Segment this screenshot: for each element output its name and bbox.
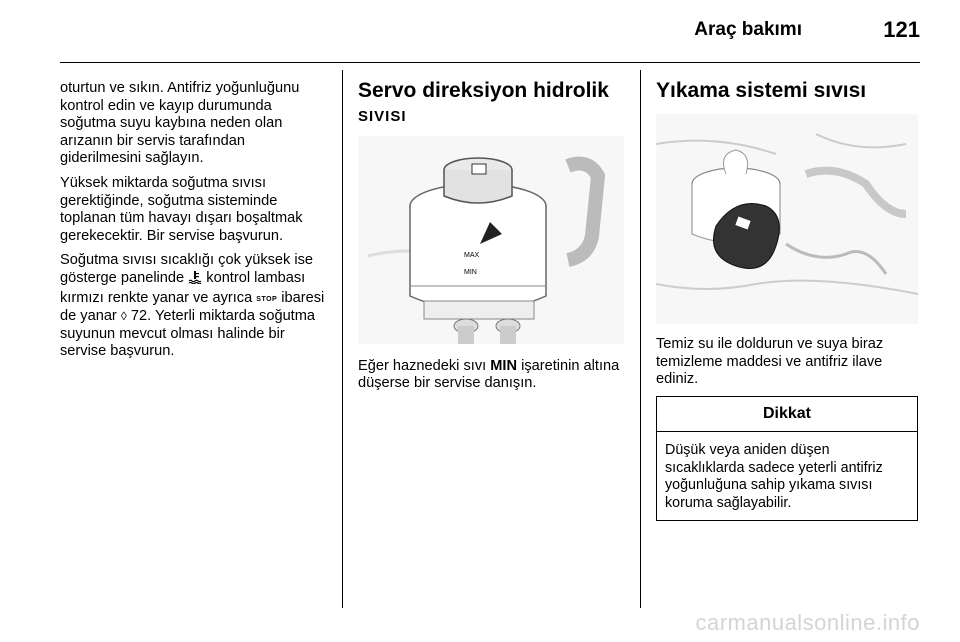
section-title: Araç bakımı — [694, 19, 802, 40]
paragraph-washer-fill: Temiz su ile doldurun ve suya biraz temizleme maddesi ve antifriz ilave ediniz. — [656, 336, 884, 388]
watermark: carmanualsonline.info — [695, 610, 920, 635]
paragraph-antifreeze: oturtun ve sıkın. Antifriz yoğunluğunu kontrol edin ve kayıp durumunda soğutma suyu kaybına neden olan arızanın bir servis tarafından giderilmesini sağlayın. — [60, 80, 300, 167]
stop-indicator: STOP — [256, 295, 278, 303]
illus-max-label: MAX — [464, 251, 480, 259]
column-divider-2 — [640, 70, 641, 608]
column-3 — [656, 80, 920, 396]
page-reference-link[interactable]: 72 — [130, 308, 148, 325]
heading-power-steering: Servo direksiyon hidrolik — [358, 79, 609, 102]
washer-reservoir-illustration — [656, 114, 918, 324]
illus-min-label: MIN — [464, 268, 477, 276]
column-1 — [60, 80, 330, 368]
text-segment: Soğutma sıvısı sıcaklığı çok yüksek ise gösterge panelinde — [60, 252, 314, 286]
notice-title: Dikkat — [657, 397, 917, 432]
paragraph-air-bleed: Yüksek miktarda soğutma sıvısı gerektiğinde, soğutma sisteminde toplanan tüm havayı dışarı boşaltmak gerekecektir. Bir servise başvurun. — [60, 174, 303, 244]
text-segment: Eğer haznedeki sıvı — [358, 357, 487, 374]
paragraph-coolant-temp — [60, 252, 330, 361]
text-segment: . Yeterli miktarda soğutma suyunun mevcut olması halinde bir servise başvurun. — [60, 308, 316, 360]
text-segment: işaretinin altına düşerse bir servise danışın. — [358, 357, 620, 392]
paragraph-min-level — [358, 358, 626, 393]
page-header — [60, 0, 920, 63]
column-2 — [358, 80, 626, 400]
coolant-temperature-icon — [188, 270, 202, 290]
min-label: MIN — [490, 357, 518, 374]
notice-body: Düşük veya aniden düşen sıcaklıklarda sadece yeterli antifriz yoğunluğuna sahip yıkama sıvısı koruma sağlayabilir. — [665, 442, 883, 511]
column-divider-1 — [342, 70, 343, 608]
notice-box — [656, 396, 918, 521]
heading-washer-fluid: Yıkama sistemi sıvısı — [656, 79, 867, 102]
power-steering-reservoir-illustration — [358, 136, 624, 344]
text-segment: kontrol lambası kırmızı renkte yanar ve ayrıca — [60, 269, 306, 306]
text-segment: ibaresi de yanar — [60, 289, 325, 325]
subheading-power-steering: SIVISI — [358, 108, 407, 125]
page-number: 121 — [883, 17, 920, 42]
page-reference-icon: ◊ — [120, 309, 127, 324]
